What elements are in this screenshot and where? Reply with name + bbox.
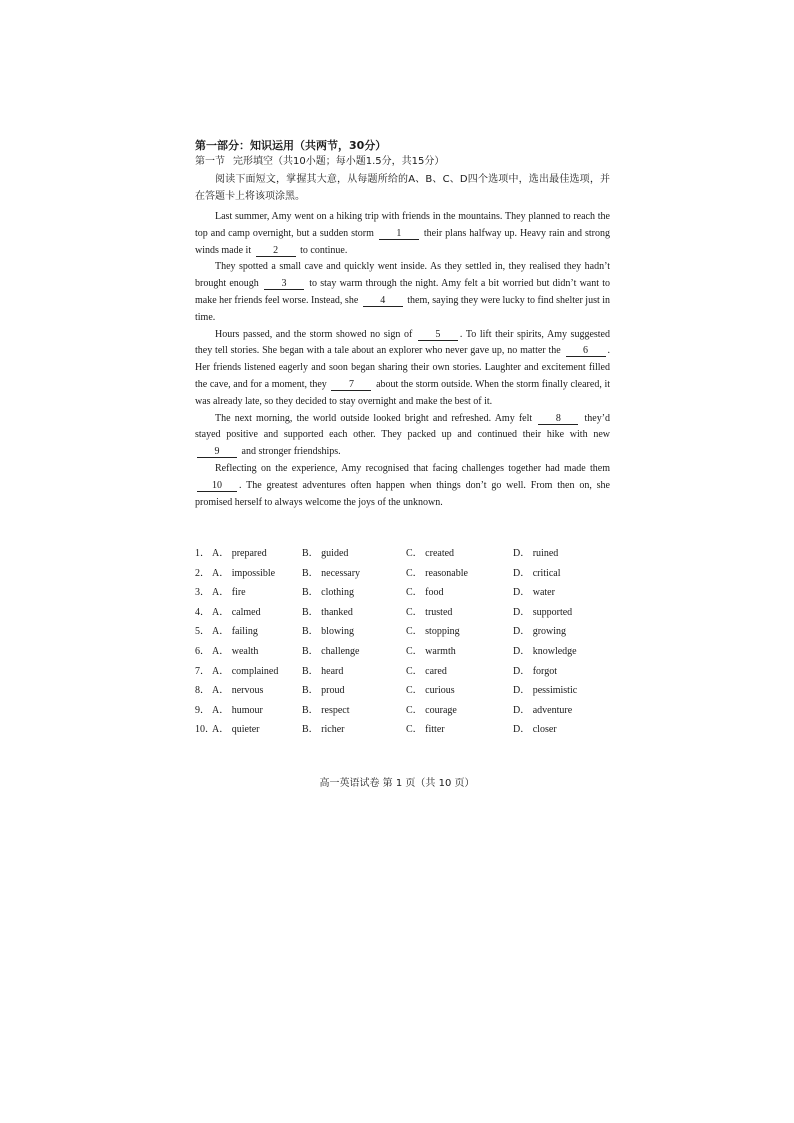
- option-a: A． failing: [212, 626, 258, 638]
- question-row: [195, 681, 615, 701]
- option-a: A． wealth: [212, 645, 259, 657]
- paragraph-5: [195, 461, 610, 511]
- question-number: 8．: [195, 685, 210, 697]
- option-b: B． heard: [302, 665, 344, 677]
- part-title: 第一部分：知识运用（共两节，30分）: [195, 139, 387, 152]
- passage-text: The next morning, the world outside looked bright and refreshed. Amy felt: [215, 412, 533, 424]
- blank-4: 4: [363, 295, 403, 307]
- option-a: A． humour: [212, 704, 263, 716]
- question-number: 4．: [195, 606, 210, 618]
- passage-text: . The greatest adventures often happen when things don’t go well. From then on, she promised herself to always welcome the joys of the unknown.: [195, 479, 610, 508]
- passage-text: they’d stayed positive and supported each other. They packed up and continued their hike with new: [195, 412, 611, 441]
- option-b: B． thanked: [302, 606, 353, 618]
- passage-text: them, saying they were lucky to find shelter just in time.: [195, 294, 611, 323]
- question-number: 6．: [195, 645, 210, 657]
- passage-text: Last summer, Amy went on a hiking trip with friends in the mountains. They planned to reach the top and camp overnight, but a sudden storm: [195, 211, 610, 239]
- section-points: （共10小题；每小题1.5分，共15分）: [273, 156, 445, 167]
- blank-2: 2: [256, 245, 296, 257]
- question-number: 1．: [195, 548, 210, 559]
- option-d: D． critical: [513, 567, 561, 579]
- blank-7: 7: [331, 379, 371, 391]
- question-number: 7．: [195, 665, 210, 677]
- blank-3: 3: [264, 278, 304, 290]
- blank-9: 9: [197, 446, 237, 458]
- option-c: C． cared: [406, 665, 447, 677]
- option-c: C． courage: [406, 704, 457, 716]
- paragraph-2: [195, 259, 610, 326]
- question-number: 5．: [195, 626, 210, 638]
- option-b: B． respect: [302, 704, 350, 716]
- blank-10: 10: [197, 480, 237, 492]
- option-b: B． clothing: [302, 587, 354, 599]
- option-b: B． proud: [302, 685, 345, 697]
- option-b: B． richer: [302, 724, 345, 736]
- option-d: D． growing: [513, 626, 567, 638]
- option-d: D． knowledge: [513, 645, 577, 657]
- option-b: B． necessary: [302, 567, 361, 579]
- option-b: B． blowing: [302, 626, 354, 638]
- question-row: [195, 544, 615, 564]
- section-label: 第一节: [195, 156, 225, 167]
- option-c: C． curious: [406, 685, 455, 697]
- question-number: 9．: [195, 704, 210, 716]
- section-name: 完形填空: [233, 156, 273, 167]
- option-d: D． closer: [513, 724, 557, 736]
- passage-text: about the storm outside. When the storm finally cleared, it was already late, so they decided to stay overnight and make the best of it.: [195, 378, 610, 407]
- paragraph-4: [195, 411, 610, 461]
- passage-section: [195, 139, 610, 511]
- option-d: D． forgot: [513, 665, 557, 677]
- option-a: A． prepared: [212, 548, 267, 559]
- passage-text: . Her friends listened eagerly and soon began sharing their own stories. Laughter and excitement filled the cave, and for a moment, they: [195, 345, 610, 390]
- question-number: 10．: [195, 724, 215, 736]
- question-number: 2．: [195, 567, 210, 579]
- option-c: C． warmth: [406, 645, 456, 657]
- option-c: C． stopping: [406, 626, 460, 638]
- option-a: A． fire: [212, 587, 246, 599]
- option-c: C． reasonable: [406, 567, 468, 579]
- passage-text: They spotted a small cave and quickly went inside. As they settled in, they realised they hadn’t brought enough: [195, 261, 610, 290]
- option-d: D． water: [513, 587, 555, 599]
- question-row: [195, 622, 615, 642]
- blank-8: 8: [538, 413, 578, 425]
- question-number: 3．: [195, 587, 210, 599]
- page-footer: 高一英语试卷 第 1 页（共 10 页）: [319, 778, 475, 789]
- option-c: C． created: [406, 548, 455, 559]
- question-row: [195, 662, 615, 682]
- passage-text: their plans halfway up. Heavy rain and strong winds made it: [195, 227, 610, 256]
- question-row: [195, 583, 615, 603]
- paragraph-3: [195, 327, 610, 411]
- passage-text: Hours passed, and the storm showed no sign of: [215, 328, 413, 340]
- blank-6: 6: [566, 345, 606, 357]
- option-d: D． adventure: [513, 704, 573, 716]
- blank-1: 1: [379, 228, 419, 240]
- passage-text: Reflecting on the experience, Amy recognised that facing challenges together had made them: [215, 462, 610, 474]
- question-row: [195, 701, 615, 721]
- question-row: [195, 642, 615, 662]
- paragraph-1: [195, 209, 610, 259]
- instructions: 阅读下面短文，掌握其大意，从每题所给的A、B、C、D四个选项中，选出最佳选项，并在答题卡上将该项涂黑。: [195, 174, 610, 202]
- passage-text: . To lift their spirits, Amy suggested they tell stories. She began with a tale about an explorer who never gave up, no matter the: [195, 328, 610, 357]
- option-a: A． complained: [212, 665, 279, 677]
- option-a: A． calmed: [212, 606, 261, 618]
- option-b: B． challenge: [302, 645, 360, 657]
- option-d: D． pessimistic: [513, 685, 578, 697]
- passage-text: and stronger friendships.: [241, 446, 341, 458]
- question-row: [195, 603, 615, 623]
- section-subtitle: [195, 155, 610, 169]
- question-row: [195, 564, 615, 584]
- option-b: B． guided: [302, 548, 349, 559]
- answer-options: [195, 544, 615, 740]
- passage-text: to stay warm through the night. Amy felt a bit worried but didn’t want to make her friends feel worse. Instead, she: [195, 278, 611, 306]
- option-c: C． fitter: [406, 724, 445, 736]
- option-c: C． trusted: [406, 606, 453, 618]
- option-c: C． food: [406, 587, 444, 599]
- question-row: [195, 720, 615, 740]
- option-d: D． supported: [513, 606, 573, 618]
- option-a: A． nervous: [212, 685, 264, 697]
- option-a: A． quieter: [212, 724, 260, 736]
- passage-text: to continue.: [300, 244, 348, 256]
- option-d: D． ruined: [513, 548, 559, 559]
- blank-5: 5: [418, 329, 458, 341]
- option-a: A． impossible: [212, 567, 276, 579]
